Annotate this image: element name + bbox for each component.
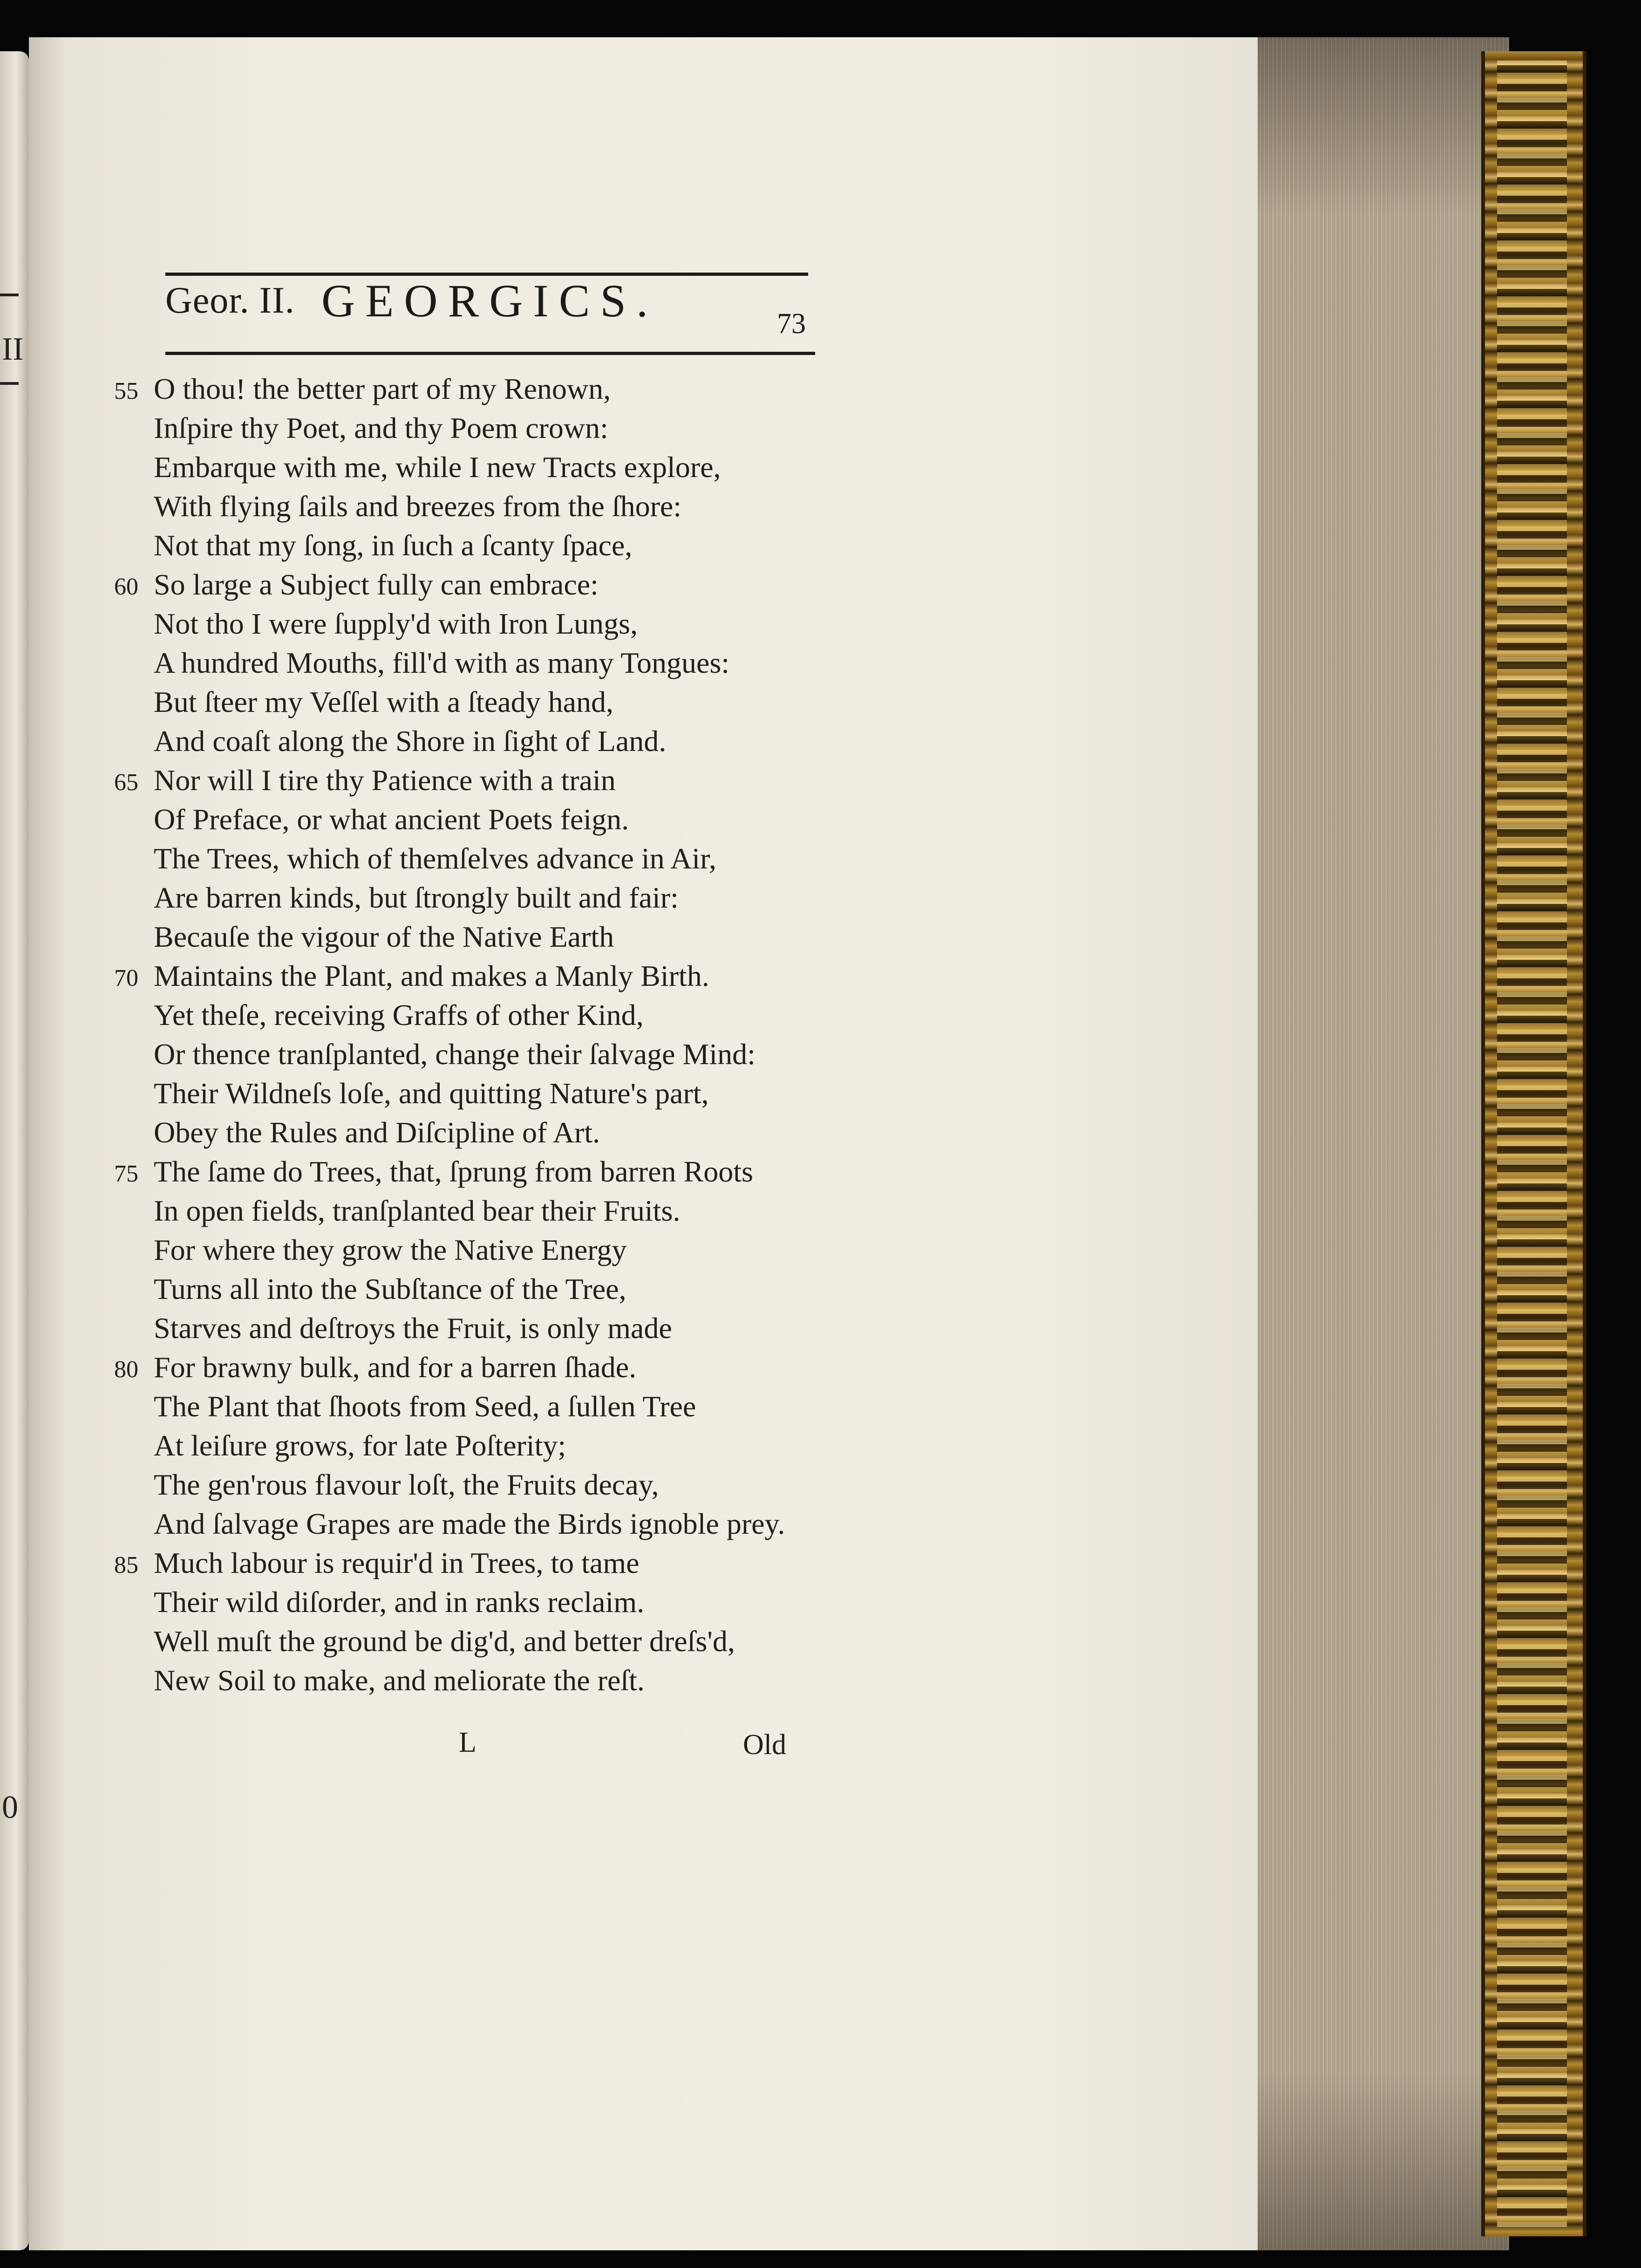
verse-line: [154, 485, 681, 527]
page-number: 73: [777, 308, 806, 340]
verse-text: Or thence tranſplanted, change their ſalvage Mind:: [154, 1038, 756, 1071]
verse-line: [154, 1346, 636, 1388]
verse-text: But ſteer my Veſſel with a ſteady hand,: [154, 685, 614, 718]
verse-text: Not tho I were ſupply'd with Iron Lungs,: [154, 607, 638, 640]
verse-text: With flying ſails and breezes from the ſhore:: [154, 490, 682, 523]
verse-text: In open fields, tranſplanted bear their Fruits.: [154, 1194, 681, 1227]
fore-edge-shadow: [1258, 37, 1509, 2250]
facing-page-edge: [0, 51, 29, 2250]
verse-text: Becauſe the vigour of the Native Earth: [154, 920, 614, 953]
verse-line: [154, 1307, 672, 1349]
verse-text: So large a Subject fully can embrace:: [154, 568, 599, 601]
verse-line: [154, 407, 608, 449]
verse-line: [154, 642, 729, 684]
verse-line: [154, 1268, 626, 1310]
verse-text: O thou! the better part of my Renown,: [154, 372, 611, 405]
facing-page-fragment: II: [2, 331, 24, 367]
verse-line: [154, 1620, 735, 1662]
verse-text: New Soil to make, and meliorate the reſt.: [154, 1664, 645, 1697]
signature-mark: L: [459, 1727, 477, 1758]
verse-line: [154, 1386, 696, 1428]
verse-line: [154, 877, 679, 919]
verse-line: [154, 525, 632, 567]
verse-text: Of Preface, or what ancient Poets feign.: [154, 803, 629, 836]
verse-text: Are barren kinds, but ſtrongly built and fair:: [154, 881, 679, 914]
verse-line: [154, 1112, 600, 1154]
verse-text: Yet theſe, receiving Graffs of other Kind,: [154, 998, 644, 1032]
verse-line: [154, 1581, 644, 1623]
verse-text: At leiſure grows, for late Poſterity;: [154, 1429, 566, 1462]
verse-line: [154, 368, 611, 410]
verse-line: [154, 1190, 680, 1232]
verse-text: Much labour is requir'd in Trees, to tame: [154, 1546, 640, 1579]
verse-line: [154, 916, 614, 958]
verse-text: Turns all into the Subſtance of the Tree,: [154, 1272, 626, 1305]
verse-text: A hundred Mouths, fill'd with as many Tongues:: [154, 646, 730, 679]
verse-text: For where they grow the Native Energy: [154, 1233, 627, 1266]
verse-text: And ſalvage Grapes are made the Birds ignoble prey.: [154, 1507, 785, 1540]
verse-line: [154, 603, 638, 645]
facing-page-fragment: 0: [2, 1790, 18, 1825]
verse-text: Maintains the Plant, and makes a Manly Birth.: [154, 959, 709, 992]
verse-line: [154, 1151, 753, 1193]
verse-text: Their Wildneſs loſe, and quitting Nature's part,: [154, 1077, 709, 1110]
verse-line: [154, 1542, 640, 1584]
header-rule-bottom: [165, 352, 815, 355]
verse-text: Not that my ſong, in ſuch a ſcanty ſpace,: [154, 529, 633, 562]
verse-text: Their wild diſorder, and in ranks reclaim.: [154, 1585, 645, 1619]
verse-text: Embarque with me, while I new Tracts explore,: [154, 451, 721, 484]
verse-line: [154, 1033, 756, 1075]
verse-line: [154, 994, 644, 1036]
verse-line: [154, 799, 629, 840]
verse-line: [154, 446, 721, 488]
verse-text: The Plant that ſhoots from Seed, a ſullen Tree: [154, 1390, 696, 1423]
verse-line: [154, 1464, 659, 1506]
verse-line: [154, 1229, 626, 1271]
verse-line: [154, 681, 613, 723]
verse-line: [154, 1425, 566, 1467]
verse-text: The gen'rous flavour loſt, the Fruits decay,: [154, 1468, 659, 1501]
verse-line: [154, 759, 616, 801]
catchword: Old: [743, 1729, 786, 1761]
verse-text: Inſpire thy Poet, and thy Poem crown:: [154, 411, 608, 444]
verse-line: [154, 564, 599, 606]
gilt-cover-border: [1481, 51, 1587, 2236]
verse-text: Obey the Rules and Diſcipline of Art.: [154, 1116, 600, 1149]
verse-text: Starves and deſtroys the Fruit, is only made: [154, 1312, 672, 1345]
verse-line: [154, 1503, 785, 1545]
verse-text: For brawny bulk, and for a barren ſhade.: [154, 1351, 637, 1384]
verse-line: [154, 720, 666, 762]
facing-page-rule: [0, 294, 19, 296]
verse-text: Well muſt the ground be dig'd, and better dreſs'd,: [154, 1625, 735, 1658]
verse-line: [154, 838, 716, 880]
running-head-title: GEORGICS.: [321, 275, 659, 327]
verse-text: The Trees, which of themſelves advance in Air,: [154, 842, 716, 875]
verse-line: [154, 955, 709, 997]
running-head-book: Geor. II.: [165, 280, 295, 321]
facing-page-rule: [0, 382, 19, 385]
verse-text: Nor will I tire thy Patience with a train: [154, 764, 616, 797]
verse-line: [154, 1660, 645, 1701]
verse-text: The ſame do Trees, that, ſprung from barren Roots: [154, 1155, 753, 1188]
verse-text: And coaſt along the Shore in ſight of Land.: [154, 724, 667, 758]
verse-line: [154, 1073, 709, 1114]
